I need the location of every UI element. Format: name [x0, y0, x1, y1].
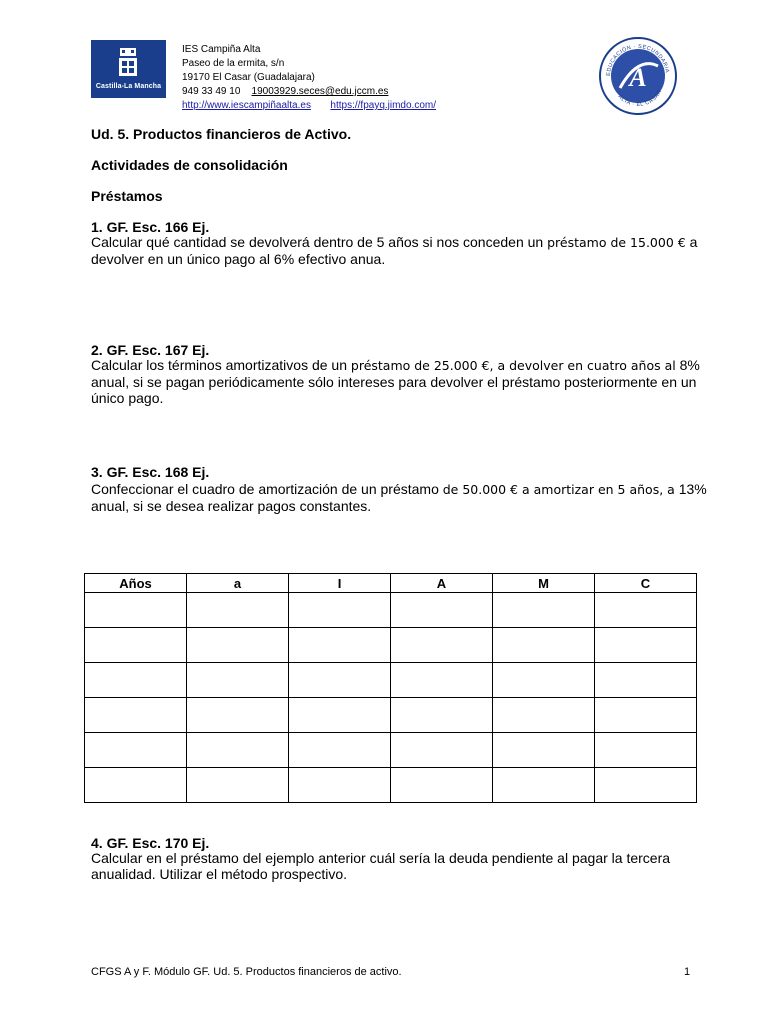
table-cell — [289, 663, 391, 698]
seal-icon — [598, 36, 678, 116]
col-header-amort: A — [391, 574, 493, 593]
page-number: 1 — [684, 966, 691, 978]
table-cell — [493, 733, 595, 768]
table-cell — [595, 663, 697, 698]
table-row — [85, 698, 697, 733]
table-cell — [187, 628, 289, 663]
section-title: Actividades de consolidación — [91, 157, 288, 173]
table-cell — [493, 593, 595, 628]
table-cell — [493, 663, 595, 698]
exercise-1-text-a: Calcular qué cantidad se devolverá dentro de 5 años si nos conceden un — [91, 234, 548, 250]
exercise-4-text — [91, 850, 711, 882]
exercise-1-text-b: préstamo de 15.000 € — [547, 235, 686, 250]
table-cell — [85, 698, 187, 733]
table-cell — [493, 698, 595, 733]
exercise-3-text-b: de 50.000 € a amortizar en 5 años, a — [442, 482, 675, 497]
table-row — [85, 628, 697, 663]
table-cell — [85, 733, 187, 768]
table-cell — [391, 628, 493, 663]
footer-text: CFGS A y F. Módulo GF. Ud. 5. Productos financieros de activo. — [91, 966, 402, 978]
table-cell — [289, 628, 391, 663]
address-line-1: IES Campiña Alta — [182, 44, 261, 55]
address-line-3: 19170 El Casar (Guadalajara) — [182, 72, 315, 83]
amortization-table — [84, 573, 697, 803]
exercise-3-heading: 3. GF. Esc. 168 Ej. — [91, 464, 210, 480]
exercise-1-heading: 1. GF. Esc. 166 Ej. — [91, 219, 210, 235]
website-link[interactable]: http://www.iescampiñaalta.es — [182, 100, 311, 111]
exercise-4-text-a: Calcular en el préstamo del ejemplo anterior cuál sería la deuda pendiente al pagar la tercera anualidad. Utilizar el método prospectivo. — [91, 850, 671, 882]
table-cell — [391, 593, 493, 628]
table-cell — [187, 733, 289, 768]
exercise-3-text — [91, 481, 711, 514]
table-cell — [595, 593, 697, 628]
table-cell — [85, 593, 187, 628]
exercise-2-heading: 2. GF. Esc. 167 Ej. — [91, 342, 210, 358]
links-line — [182, 99, 436, 113]
table-cell — [595, 768, 697, 803]
col-header-i: I — [289, 574, 391, 593]
table-row — [85, 733, 697, 768]
phone: 949 33 49 10 — [182, 86, 241, 97]
table-cell — [289, 698, 391, 733]
subsection-title: Préstamos — [91, 188, 163, 204]
table-cell — [187, 768, 289, 803]
table-cell — [85, 768, 187, 803]
exercise-4-heading: 4. GF. Esc. 170 Ej. — [91, 835, 210, 851]
seal-bottom-text: ALTA · EL CASAR — [616, 88, 664, 109]
table-cell — [289, 768, 391, 803]
table-cell — [391, 663, 493, 698]
exercise-3-text-a: Confeccionar el cuadro de amortización de un préstamo — [91, 481, 443, 497]
school-address — [182, 43, 436, 113]
exercise-2-text-b: préstamo de 25.000 €, a devolver en cuatro años al — [350, 358, 676, 373]
seal-letter: A — [629, 63, 647, 92]
exercise-2-text — [91, 357, 711, 406]
table-cell — [391, 698, 493, 733]
table-cell — [289, 593, 391, 628]
exercise-1-text-c: a devolver en un único pago al 6% efectivo anua. — [91, 234, 698, 267]
table-cell — [289, 733, 391, 768]
table-header-row — [85, 574, 697, 593]
table-cell — [187, 593, 289, 628]
exercise-2-text-c: 8% anual, si se pagan periódicamente sólo intereses para devolver el préstamo posteriormente en un único pago. — [91, 357, 700, 406]
school-seal-logo — [598, 36, 678, 116]
table-cell — [595, 733, 697, 768]
castilla-la-mancha-logo — [91, 40, 166, 98]
table-row — [85, 663, 697, 698]
table-cell — [187, 698, 289, 733]
table-cell — [85, 663, 187, 698]
col-header-m: M — [493, 574, 595, 593]
col-header-c: C — [595, 574, 697, 593]
blog-link[interactable]: https://fpayq.jimdo.com/ — [330, 100, 437, 111]
table-cell — [391, 768, 493, 803]
table-row — [85, 593, 697, 628]
col-header-a: a — [187, 574, 289, 593]
table-cell — [493, 768, 595, 803]
logo-text: Castilla-La Mancha — [95, 83, 162, 90]
exercise-1-text — [91, 234, 711, 267]
exercise-3-text-c: 13% anual, si se desea realizar pagos constantes. — [91, 481, 707, 514]
table-cell — [187, 663, 289, 698]
unit-title: Ud. 5. Productos financieros de Activo. — [91, 126, 352, 142]
seal-top-text: EDUCACIÓN · SECUNDARIA — [605, 43, 670, 77]
table-cell — [391, 733, 493, 768]
table-cell — [595, 628, 697, 663]
address-line-2: Paseo de la ermita, s/n — [182, 58, 285, 69]
crest-icon — [117, 46, 139, 80]
contact-line — [182, 85, 436, 99]
table-cell — [85, 628, 187, 663]
col-header-anos: Años — [85, 574, 187, 593]
table-row — [85, 768, 697, 803]
table-cell — [595, 698, 697, 733]
table-cell — [493, 628, 595, 663]
email-link[interactable]: 19003929.seces@edu.jccm.es — [251, 86, 389, 97]
exercise-2-text-a: Calcular los términos amortizativos de un — [91, 357, 351, 373]
